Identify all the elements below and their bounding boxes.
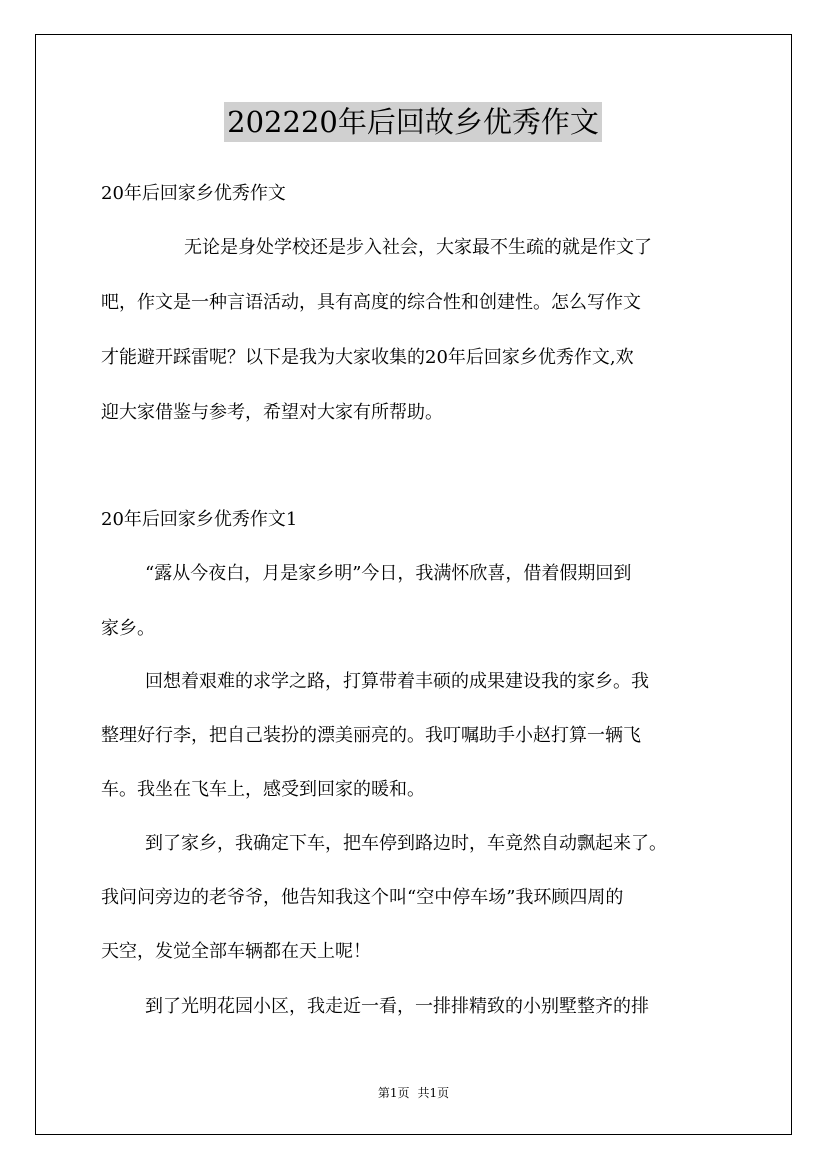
page-footer — [0, 1084, 827, 1101]
body-line: 整理好行李，把自己装扮的漂美丽亮的。我叮嘱助手小赵打算一辆飞 — [101, 725, 641, 746]
body-line: 家乡。 — [101, 618, 155, 639]
intro-line: 无论是身处学校还是步入社会，大家最不生疏的就是作文了 — [184, 237, 652, 258]
body-line: 天空，发觉全部车辆都在天上呢！ — [101, 941, 371, 962]
section-heading: 20年后回家乡优秀作文1 — [101, 509, 298, 530]
document-title: 202220年后回故乡优秀作文 — [224, 102, 602, 142]
body-line: 到了家乡，我确定下车，把车停到路边时，车竟然自动飘起来了。 — [145, 833, 667, 854]
page-number: 第1页 — [377, 1086, 410, 1100]
document-subtitle: 20年后回家乡优秀作文 — [101, 183, 286, 204]
intro-line: 才能避开踩雷呢？以下是我为大家收集的20年后回家乡优秀作文,欢 — [101, 347, 634, 368]
body-line: 回想着艰难的求学之路，打算带着丰硕的成果建设我的家乡。我 — [145, 671, 649, 692]
body-line: 车。我坐在飞车上，感受到回家的暖和。 — [101, 779, 425, 800]
body-line: “露从今夜白，月是家乡明”今日，我满怀欣喜，借着假期回到 — [145, 563, 632, 584]
intro-line: 迎大家借鉴与参考，希望对大家有所帮助。 — [101, 402, 443, 423]
page-total: 共1页 — [417, 1086, 450, 1100]
intro-line: 吧，作文是一种言语活动，具有高度的综合性和创建性。怎么写作文 — [101, 292, 641, 313]
body-line: 我问问旁边的老爷爷，他告知我这个叫“空中停车场”我环顾四周的 — [101, 887, 624, 908]
body-line: 到了光明花园小区，我走近一看，一排排精致的小别墅整齐的排 — [145, 996, 649, 1017]
